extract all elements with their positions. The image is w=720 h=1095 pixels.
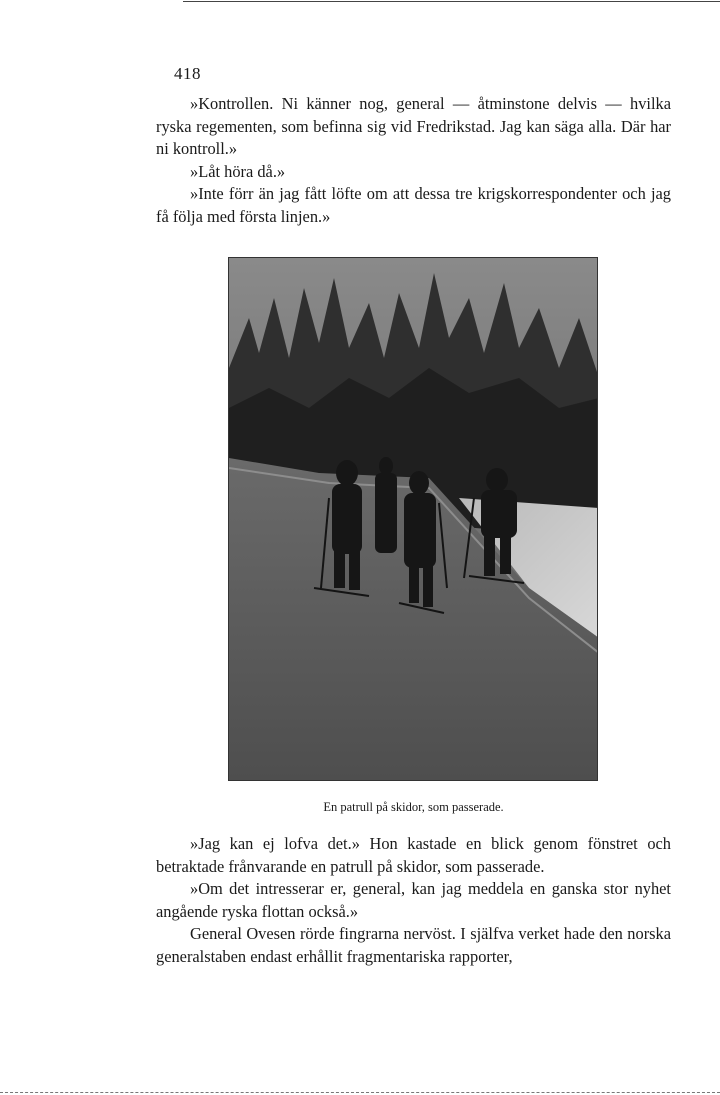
photo-illustration: [229, 258, 598, 781]
bottom-rule: [0, 1092, 720, 1093]
photograph-ski-patrol: [228, 257, 598, 781]
paragraph: »Låt höra då.»: [190, 161, 286, 181]
figure-caption: En patrull på skidor, som passerade.: [323, 800, 504, 814]
paragraph: »Kontrollen. Ni känner nog, general — åtminstone delvis — hvilka ryska regementen, som befinna sig vid Fredrikstad. Jag kan säga alla. Där har ni kontroll.»: [156, 94, 671, 159]
paragraph: »Jag kan ej lofva det.» Hon kastade en blick genom fönstret och betraktade frånvarande en patrull på skidor, som passerade.: [156, 834, 671, 876]
top-rule: [183, 1, 720, 2]
page-number: 418: [174, 64, 201, 83]
body-text-bottom: [156, 833, 671, 969]
paragraph: General Ovesen rörde fingrarna nervöst. I själfva verket hade den norska generalstaben endast erhållit fragmentariska rapporter,: [156, 924, 671, 966]
paragraph: »Inte förr än jag fått löfte om att dessa tre krigskorrespondenter och jag få följa med första linjen.»: [156, 184, 671, 226]
body-text-top: [156, 93, 671, 229]
paragraph: »Om det intresserar er, general, kan jag meddela en ganska stor nyhet angående ryska flottan också.»: [156, 879, 671, 921]
